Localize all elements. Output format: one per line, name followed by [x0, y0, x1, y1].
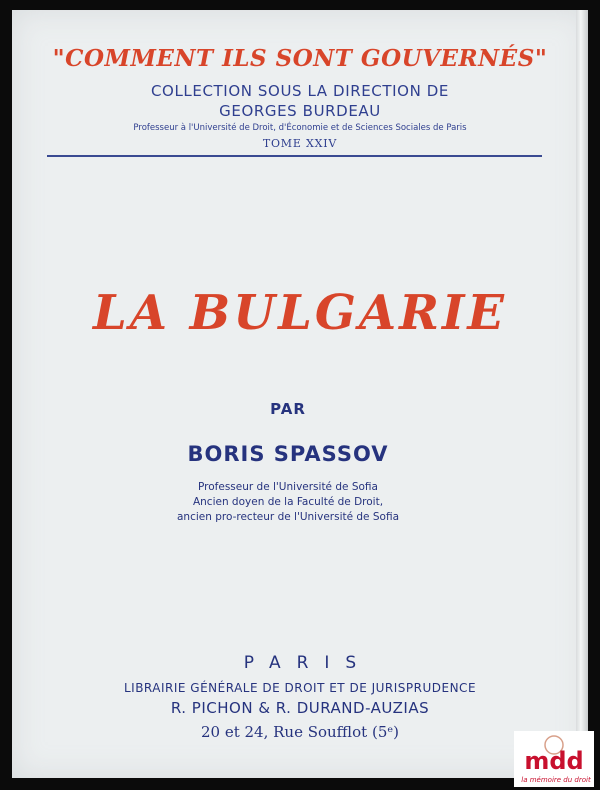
director-affiliation: Professeur à l'Université de Droit, d'Économie et de Sciences Sociales de Paris: [133, 123, 467, 133]
author-credential: ancien pro-recteur de l'Université de Sofia: [176, 511, 399, 523]
watermark-tagline: la mémoire du droit: [521, 776, 591, 784]
header-divider: [47, 155, 542, 157]
publisher-name: LIBRAIRIE GÉNÉRALE DE DROIT ET DE JURISPRUDENCE: [123, 681, 477, 695]
book-title: LA BULGARIE: [92, 285, 508, 341]
volume-number: TOME XXIV: [262, 137, 338, 150]
publisher-address: 20 et 24, Rue Soufflot (5ᵉ): [200, 723, 400, 741]
book-cover: [12, 10, 588, 778]
watermark-logo-text: mdd: [524, 747, 584, 775]
publisher-imprint: R. PICHON & R. DURAND-AUZIAS: [170, 699, 430, 717]
collection-director: GEORGES BURDEAU: [219, 102, 381, 120]
author-credential: Professeur de l'Université de Sofia: [198, 481, 378, 493]
series-title: "COMMENT ILS SONT GOUVERNÉS": [52, 45, 548, 72]
author-credential: Ancien doyen de la Faculté de Droit,: [192, 496, 384, 508]
publisher-city: PARIS: [243, 653, 373, 673]
collection-line-1: COLLECTION SOUS LA DIRECTION DE: [150, 82, 449, 100]
by-label: PAR: [270, 400, 306, 418]
mdd-logo-watermark: [514, 731, 594, 787]
author-name: BORIS SPASSOV: [187, 442, 389, 466]
